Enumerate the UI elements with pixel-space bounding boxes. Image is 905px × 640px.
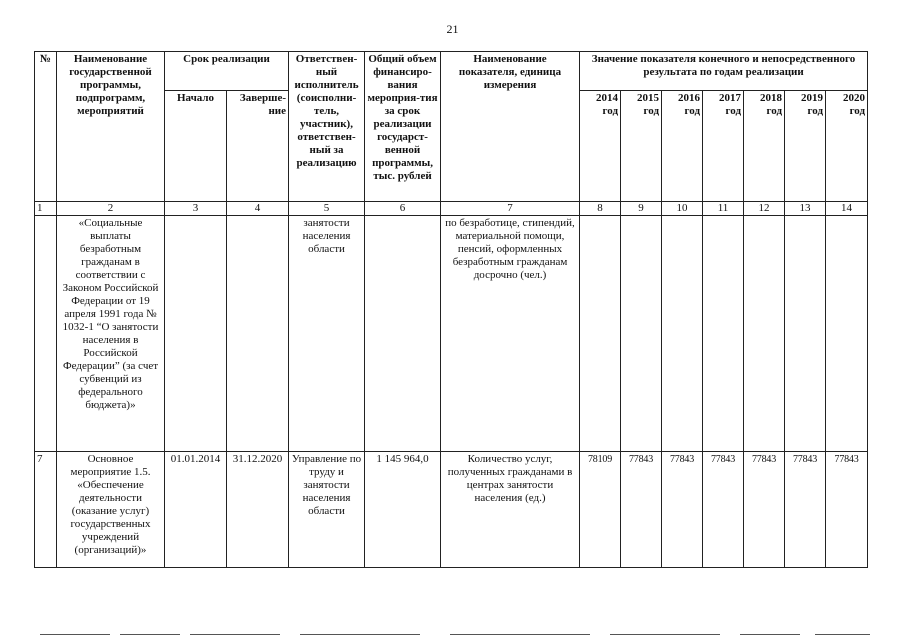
header-start: Начало <box>165 91 227 202</box>
header-number: № <box>35 52 57 202</box>
row-value-2014 <box>580 216 621 452</box>
row-indicator: Количество услуг, полученных гражданами в центрах занятости населения (ед.) <box>441 452 580 568</box>
header-row-1 <box>35 52 868 91</box>
header-funding: Общий объем финансиро-вания мероприя-тия за срок реализации государст-венной программы, тыс. рублей <box>365 52 441 202</box>
row-value-2015 <box>621 216 662 452</box>
row-funding: 1 145 964,0 <box>365 452 441 568</box>
header-year-2017: 2017 год <box>703 91 744 202</box>
column-number: 11 <box>703 202 744 216</box>
column-number: 5 <box>289 202 365 216</box>
header-program-name: Наименование государственной программы, подпрограмм, мероприятий <box>57 52 165 202</box>
row-end <box>227 216 289 452</box>
row-program-name: «Социальные выплаты безработным гражданам в соответствии с Законом Российской Федерации от 19 апреля 1991 года № 1032-1 “О занятости населения в Российской Федерации” (за счет субвенций из федерального бюджета)» <box>57 216 165 452</box>
row-indicator: по безработице, стипендий, материальной помощи, пенсий, оформленных безработным гражданам досрочно (чел.) <box>441 216 580 452</box>
row-end: 31.12.2020 <box>227 452 289 568</box>
header-year-2020: 2020 год <box>826 91 868 202</box>
column-number: 6 <box>365 202 441 216</box>
scan-artifact-line <box>0 632 905 640</box>
column-number: 7 <box>441 202 580 216</box>
row-value-2016: 77843 <box>662 452 703 568</box>
column-number: 1 <box>35 202 57 216</box>
column-number: 10 <box>662 202 703 216</box>
row-value-2016 <box>662 216 703 452</box>
header-years-group: Значение показателя конечного и непосредственного результата по годам реализации <box>580 52 868 91</box>
table-row <box>35 452 868 568</box>
row-value-2019 <box>785 216 826 452</box>
column-number: 14 <box>826 202 868 216</box>
table-row <box>35 216 868 452</box>
header-period: Срок реализации <box>165 52 289 91</box>
header-year-2019: 2019 год <box>785 91 826 202</box>
row-value-2018 <box>744 216 785 452</box>
row-start <box>165 216 227 452</box>
column-number: 13 <box>785 202 826 216</box>
row-start: 01.01.2014 <box>165 452 227 568</box>
row-value-2019: 77843 <box>785 452 826 568</box>
row-value-2020: 77843 <box>826 452 868 568</box>
row-responsible: Управление по труду и занятости населения области <box>289 452 365 568</box>
row-value-2020 <box>826 216 868 452</box>
header-end: Заверше-ние <box>227 91 289 202</box>
header-year-2018: 2018 год <box>744 91 785 202</box>
row-value-2014: 78109 <box>580 452 621 568</box>
program-table <box>34 51 868 568</box>
row-value-2017: 77843 <box>703 452 744 568</box>
row-value-2015: 77843 <box>621 452 662 568</box>
column-number: 9 <box>621 202 662 216</box>
header-responsible: Ответствен-ный исполнитель (соисполни-тель, участник), ответствен-ный за реализацию <box>289 52 365 202</box>
column-number: 2 <box>57 202 165 216</box>
column-number: 12 <box>744 202 785 216</box>
row-value-2017 <box>703 216 744 452</box>
page-number: 21 <box>446 22 459 36</box>
column-number: 8 <box>580 202 621 216</box>
row-program-name: Основное мероприятие 1.5. «Обеспечение деятельности (оказание услуг) государственных учреждений (организаций)» <box>57 452 165 568</box>
header-year-2014: 2014 год <box>580 91 621 202</box>
row-number <box>35 216 57 452</box>
column-number: 4 <box>227 202 289 216</box>
row-responsible: занятости населения области <box>289 216 365 452</box>
header-year-2015: 2015 год <box>621 91 662 202</box>
row-number: 7 <box>35 452 57 568</box>
column-number: 3 <box>165 202 227 216</box>
row-funding <box>365 216 441 452</box>
header-indicator: Наименование показателя, единица измерения <box>441 52 580 202</box>
row-value-2018: 77843 <box>744 452 785 568</box>
column-number-row <box>35 202 868 216</box>
header-year-2016: 2016 год <box>662 91 703 202</box>
